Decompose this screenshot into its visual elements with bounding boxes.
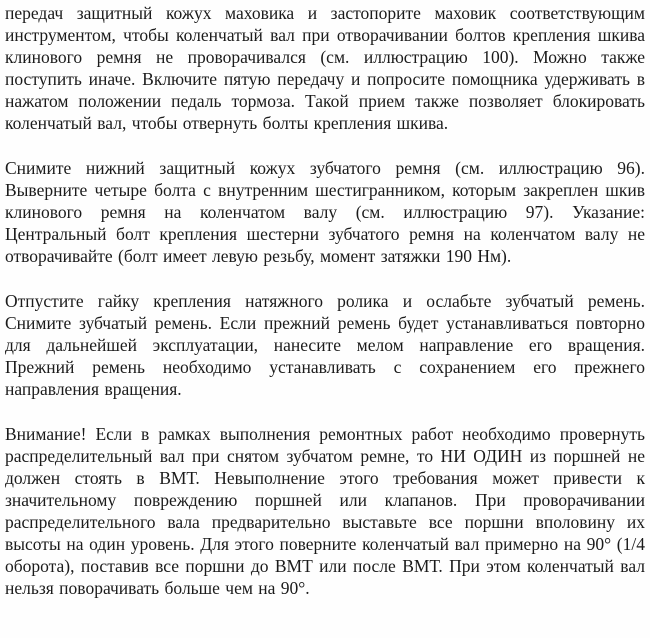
paragraph-belt-cover-removal: Снимите нижний защитный кожух зубчатого ремня (см. иллюстрацию 96). Выверните четыре болта с внутренним шестигранником, которым закреплен шкив клинового ремня на коленчатом валу (см. иллюстрацию 97). Указание: Центральный болт крепления шестерни зубчатого ремня на коленчатом валу не отворачивайте (болт имеет левую резьбу, момент затяжки 190 Нм). [5,158,645,266]
paragraph-warning-camshaft: Внимание! Если в рамках выполнения ремонтных работ необходимо провернуть распределительный вал при снятом зубчатом ремне, то НИ ОДИН из поршней не должен стоять в ВМТ. Невыполнение этого требования может привести к значительному повреждению поршней или клапанов. При проворачивании распределительного вала предварительно выставьте все поршни вполовину их высоты на один уровень. Для этого поверните коленчатый вал примерно на 90° (1/4 оборота), поставив все поршни до ВМТ или после ВМТ. При этом коленчатый вал нельзя поворачивать больше чем на 90°. [5,424,645,598]
paragraph-tensioner-belt-removal: Отпустите гайку крепления натяжного ролика и ослабьте зубчатый ремень. Снимите зубчатый ремень. Если прежний ремень будет устанавливаться повторно для дальнейшей эксплуатации, нанесите мелом направление его вращения. Прежний ремень необходимо устанавливать с сохранением его прежнего направления вращения. [5,291,645,399]
paragraph-flywheel-locking: передач защитный кожух маховика и застопорите маховик соответствующим инструментом, чтобы коленчатый вал при отворачивании болтов крепления шкива клинового ремня не проворачивался (см. иллюстрацию 100). Можно также поступить иначе. Включите пятую передачу и попросите помощника удерживать в нажатом положении педаль тормоза. Такой прием также позволяет блокировать коленчатый вал, чтобы отвернуть болты крепления шкива. [5,3,645,133]
